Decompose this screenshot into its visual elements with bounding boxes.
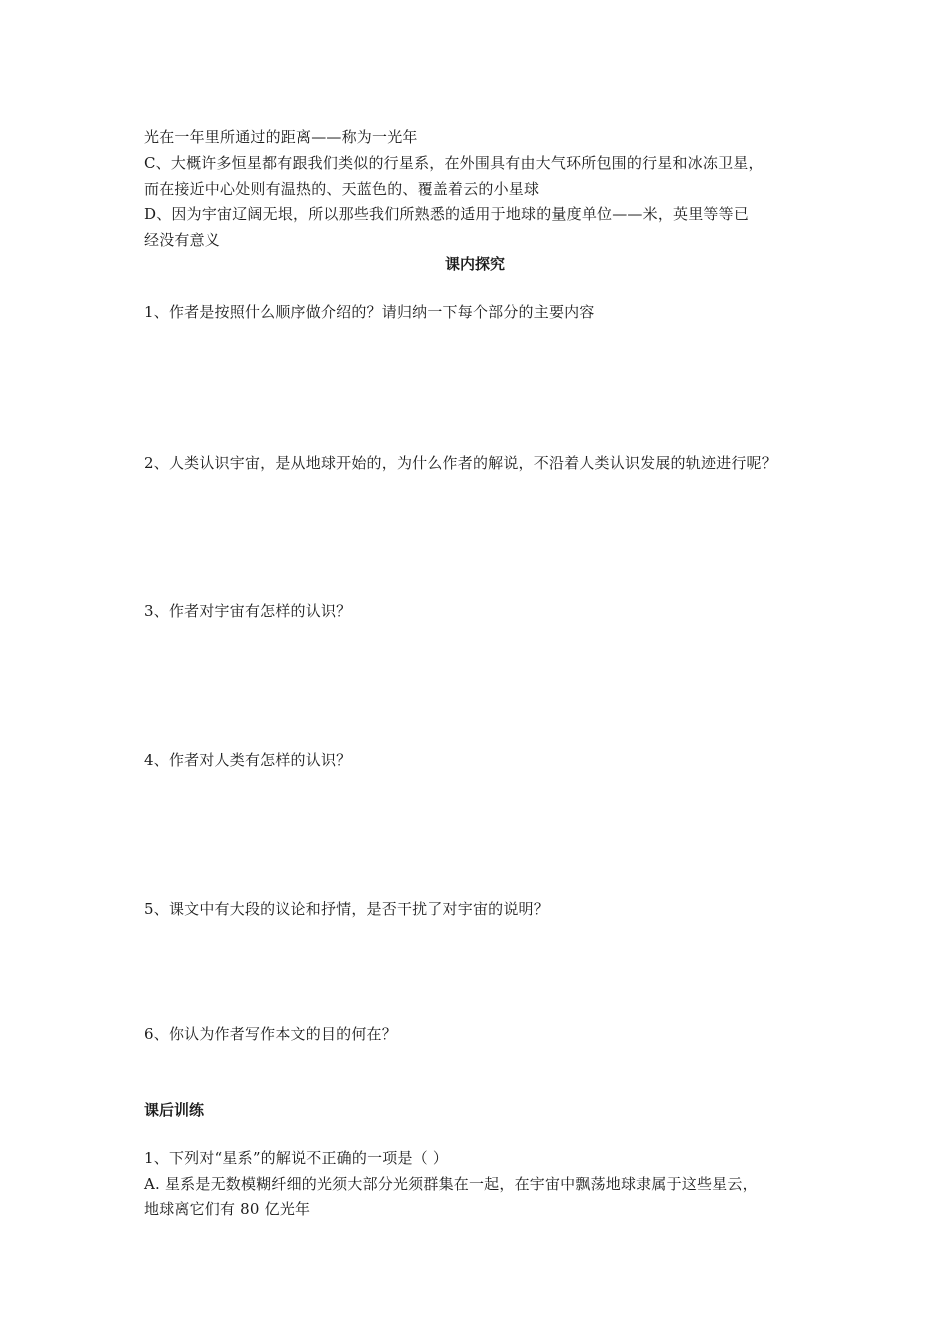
option-d-line-1: D、因为宇宙辽阔无垠，所以那些我们所熟悉的适用于地球的量度单位——米，英里等等已 bbox=[144, 205, 750, 223]
inclass-question-4: 4、作者对人类有怎样的认识？ bbox=[144, 751, 352, 769]
option-c-line-1: C、大概许多恒星都有跟我们类似的行星系，在外围具有由大气环所包围的行星和冰冻卫星， bbox=[144, 154, 764, 172]
inclass-question-6: 6、你认为作者写作本文的目的何在？ bbox=[144, 1025, 397, 1043]
inclass-question-5: 5、课文中有大段的议论和抒情，是否干扰了对宇宙的说明？ bbox=[144, 900, 549, 918]
option-d-line-2: 经没有意义 bbox=[144, 231, 221, 249]
inclass-question-1: 1、作者是按照什么顺序做介绍的？请归纳一下每个部分的主要内容 bbox=[144, 303, 595, 321]
inclass-question-3: 3、作者对宇宙有怎样的认识？ bbox=[144, 602, 352, 620]
option-b-tail: 光在一年里所通过的距离——称为一光年 bbox=[144, 128, 418, 146]
option-c-line-2: 而在接近中心处则有温热的、天蓝色的、覆盖着云的小星球 bbox=[144, 180, 540, 198]
section-title-inclass: 课内探究 bbox=[444, 255, 505, 273]
after-question-1-option-a-line-2: 地球离它们有 80 亿光年 bbox=[144, 1200, 311, 1218]
after-question-1: 1、下列对“星系”的解说不正确的一项是（ ） bbox=[144, 1149, 449, 1167]
section-title-after: 课后训练 bbox=[144, 1101, 205, 1119]
inclass-question-2: 2、人类认识宇宙，是从地球开始的，为什么作者的解说，不沿着人类认识发展的轨迹进行呢？ bbox=[144, 454, 777, 472]
after-question-1-option-a-line-1: A. 星系是无数模糊纤细的光须大部分光须群集在一起，在宇宙中飘荡地球隶属于这些星云， bbox=[144, 1175, 758, 1193]
